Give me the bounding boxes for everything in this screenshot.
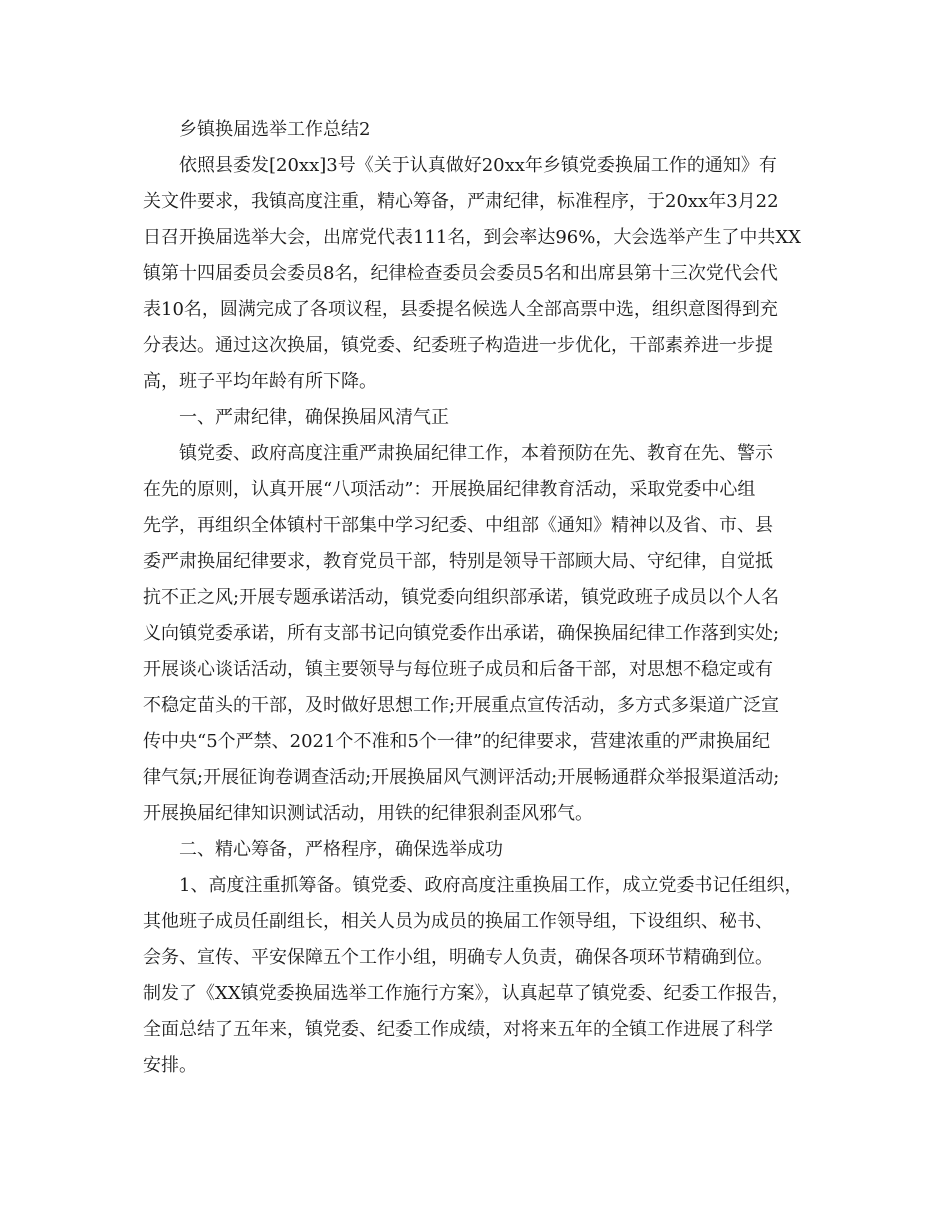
paragraph-line: 1、高度注重抓筹备。镇党委、政府高度注重换届工作，成立党委书记任组织， [179, 875, 803, 896]
paragraph-line: 镇第十四届委员会委员8名，纪律检查委员会委员5名和出席县第十三次党代会代 [143, 263, 778, 284]
paragraph-line: 安排。 [143, 1055, 197, 1076]
paragraph-line: 会务、宣传、平安保障五个工作小组，明确专人负责，确保各项环节精确到位。 [143, 947, 773, 968]
paragraph-line: 不稳定苗头的干部，及时做好思想工作;开展重点宣传活动，多方式多渠道广泛宣 [143, 695, 780, 716]
paragraph-line: 全面总结了五年来，镇党委、纪委工作成绩，对将来五年的全镇工作进展了科学 [143, 1019, 773, 1040]
paragraph-line: 委严肃换届纪律要求，教育党员干部，特别是领导干部顾大局、守纪律，自觉抵 [143, 551, 773, 572]
paragraph-line: 义向镇党委承诺，所有支部书记向镇党委作出承诺，确保换届纪律工作落到实处; [143, 623, 780, 644]
paragraph-line: 镇党委、政府高度注重严肃换届纪律工作，本着预防在先、教育在先、警示 [179, 443, 773, 464]
paragraph-line: 在先的原则，认真开展“八项活动”：开展换届纪律教育活动，采取党委中心组 [143, 479, 756, 500]
paragraph-line: 分表达。通过这次换届，镇党委、纪委班子构造进一步优化，干部素养进一步提 [143, 335, 773, 356]
paragraph-line: 传中央“5个严禁、2021个不准和5个一律”的纪律要求，营建浓重的严肃换届纪 [143, 731, 771, 752]
paragraph-line: 开展换届纪律知识测试活动，用铁的纪律狠刹歪风邪气。 [143, 803, 593, 824]
paragraph-line: 抗不正之风;开展专题承诺活动，镇党委向组织部承诺，镇党政班子成员以个人名 [143, 587, 780, 608]
paragraph-line: 高，班子平均年龄有所下降。 [143, 371, 377, 392]
paragraph-line: 制发了《XX镇党委换届选举工作施行方案》，认真起草了镇党委、纪委工作报告， [143, 983, 790, 1004]
section-heading: 二、精心筹备，严格程序，确保选举成功 [179, 839, 503, 860]
paragraph-line: 先学，再组织全体镇村干部集中学习纪委、中组部《通知》精神以及省、市、县 [143, 515, 773, 536]
paragraph-line: 其他班子成员任副组长，相关人员为成员的换届工作领导组，下设组织、秘书、 [143, 911, 773, 932]
paragraph-line: 律气氛;开展征询卷调查活动;开展换届风气测评活动;开展畅通群众举报渠道活动; [143, 767, 780, 788]
paragraph-line: 开展谈心谈话活动，镇主要领导与每位班子成员和后备干部，对思想不稳定或有 [143, 659, 773, 680]
paragraph-line: 日召开换届选举大会，出席党代表111名，到会率达96%，大会选举产生了中共XX [143, 227, 801, 248]
section-heading: 一、严肃纪律，确保换届风清气正 [179, 407, 449, 428]
document-title: 乡镇换届选举工作总结2 [179, 119, 371, 140]
paragraph-line: 表10名，圆满完成了各项议程，县委提名候选人全部高票中选，组织意图得到充 [143, 299, 778, 320]
paragraph-line: 关文件要求，我镇高度注重，精心筹备，严肃纪律，标准程序，于20xx年3月22 [143, 191, 779, 212]
paragraph-line: 依照县委发[20xx]3号《关于认真做好20xx年乡镇党委换届工作的通知》有 [179, 155, 777, 176]
